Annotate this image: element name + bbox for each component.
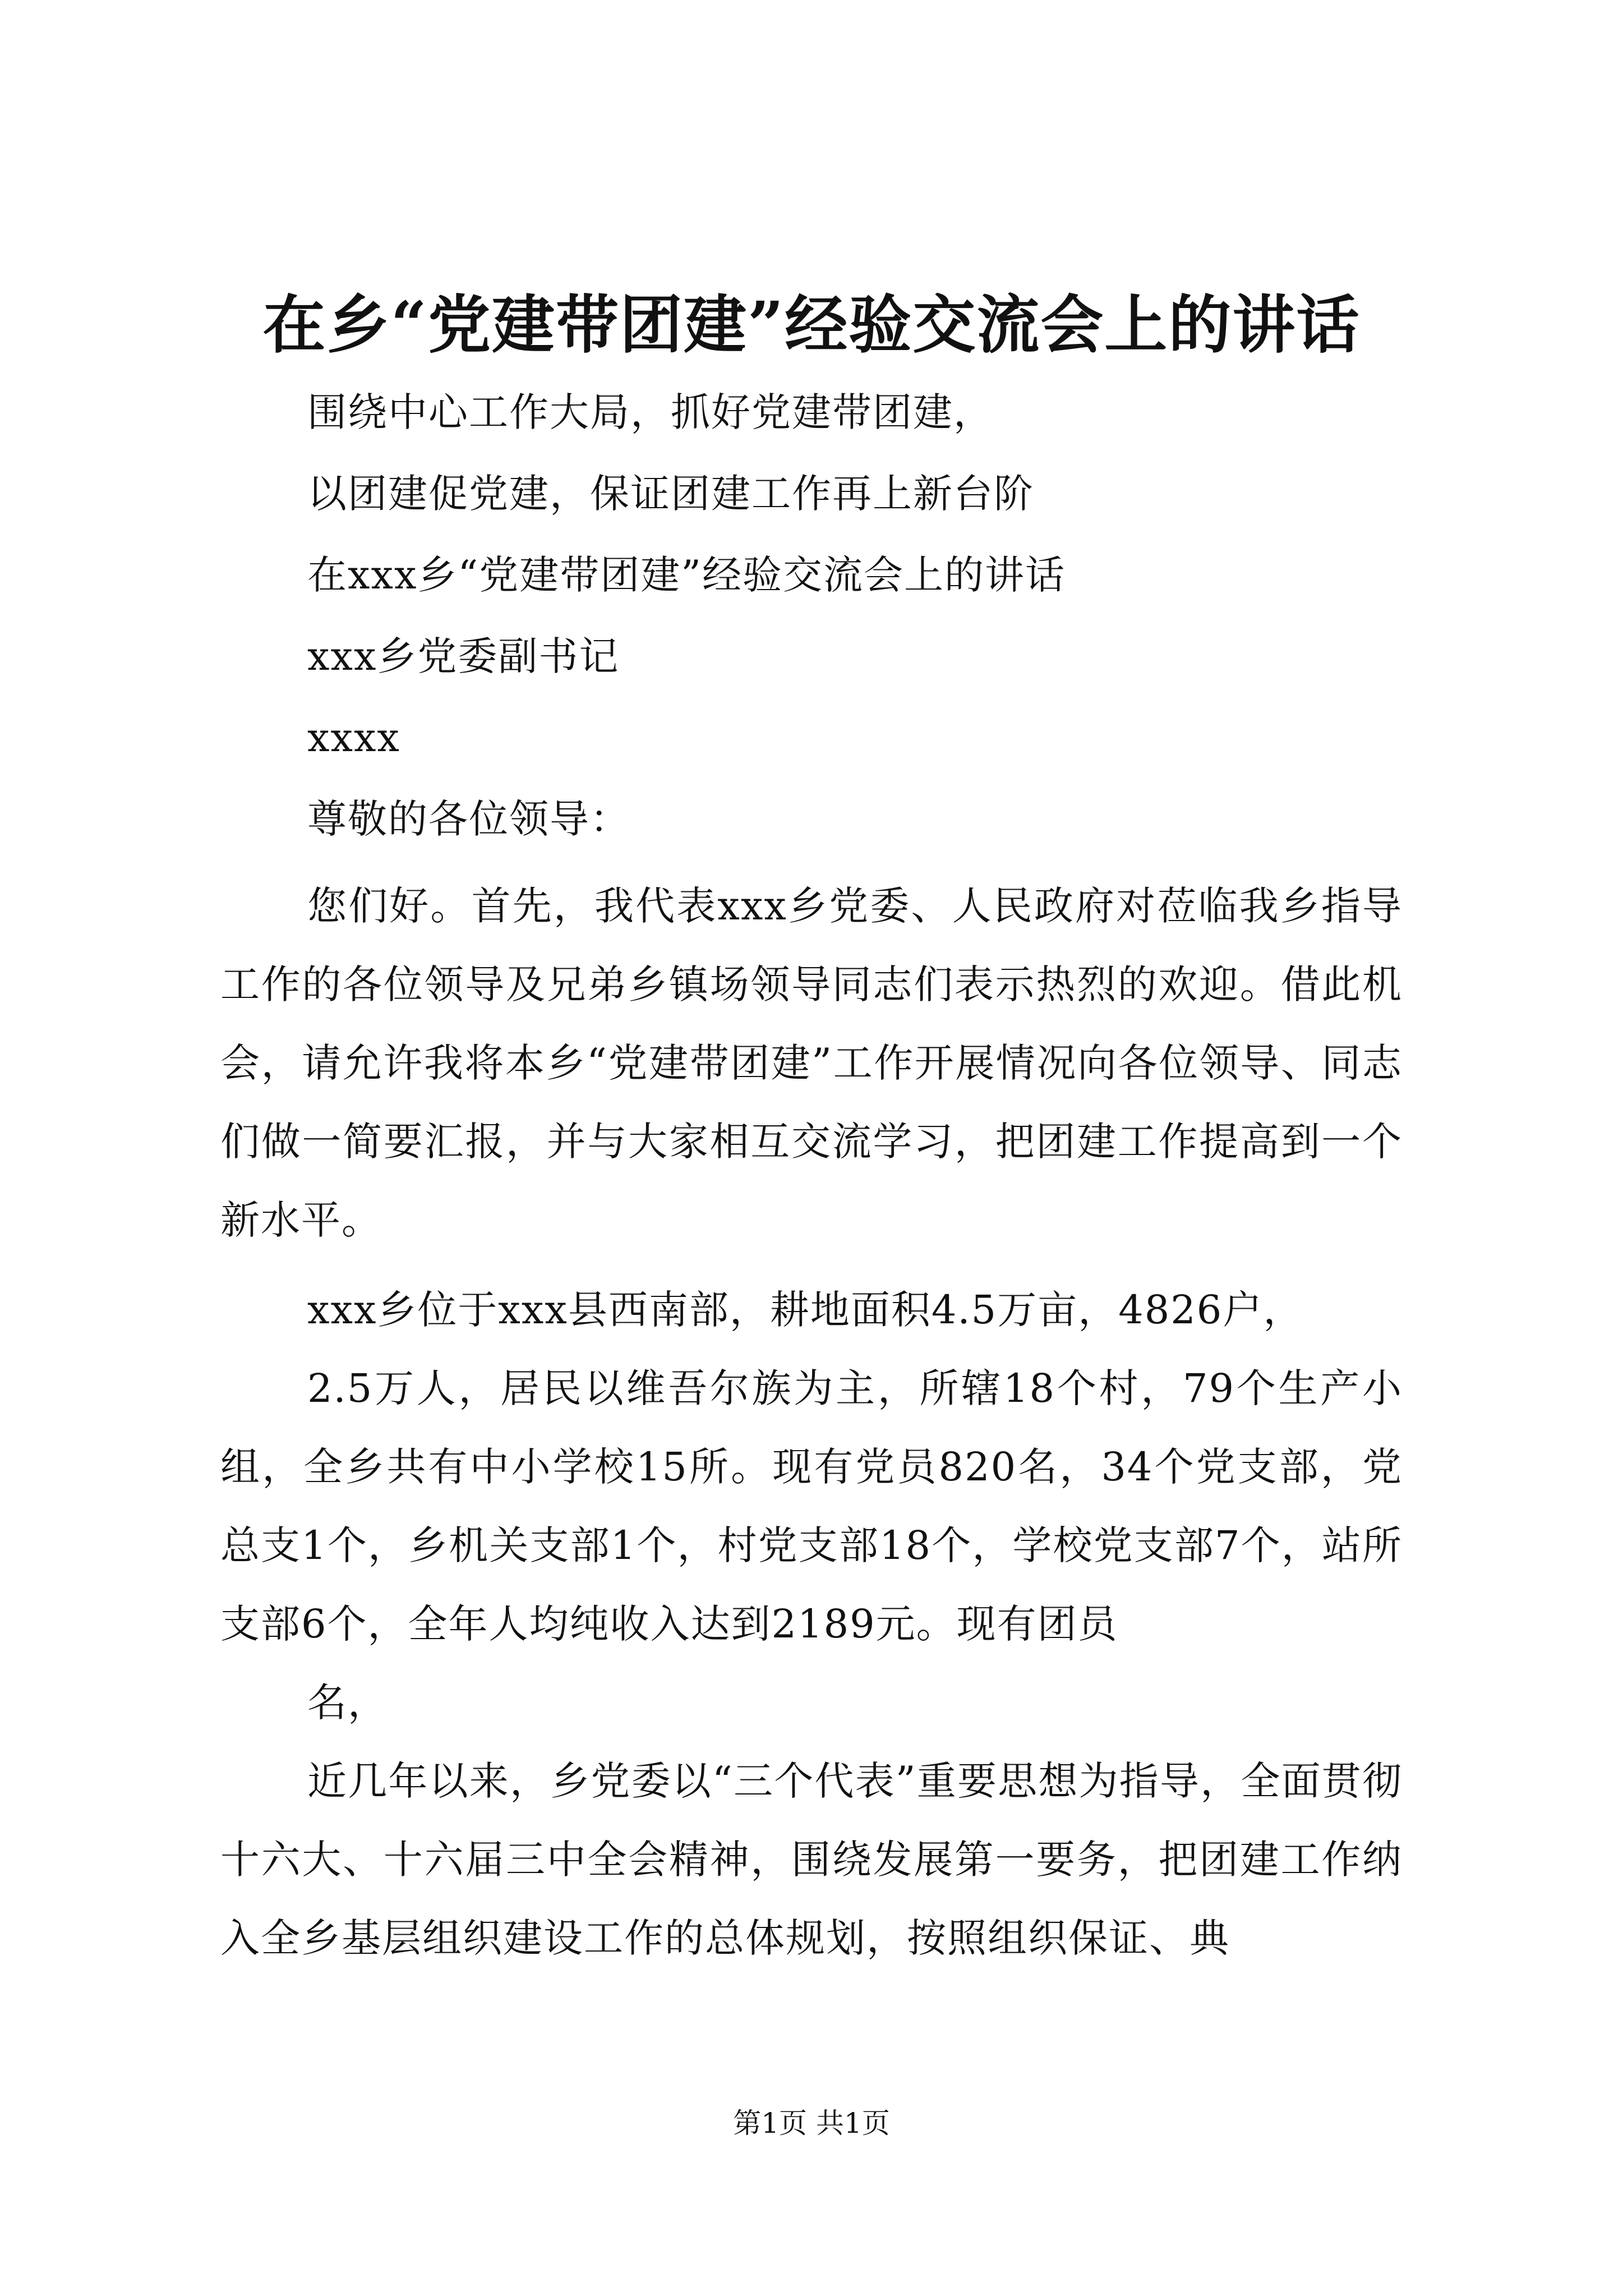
salutation: 尊敬的各位领导： xyxy=(307,796,630,842)
paragraph-overview-stats: 2.5万人，居民以维吾尔族为主，所辖18个村，79个生产小组，全乡共有中小学校15所。现有党员820名，34个党支部，党总支1个，乡机关支部1个，村党支部18个，学校党支部7个，站所支部6个，全年人均纯收入达到2189元。现有团员 xyxy=(220,1365,1403,1647)
paragraph-recent-work: 近几年以来，乡党委以“三个代表”重要思想为指导，全面贯彻十六大、十六届三中全会精神，围绕发展第一要务，把团建工作纳入全乡基层组织建设工作的总体规划，按照组织保证、典 xyxy=(220,1758,1403,1961)
paragraph-members: 名， xyxy=(307,1680,388,1726)
paragraph-welcome: 您们好。首先，我代表xxx乡党委、人民政府对莅临我乡指导工作的各位领导及兄弟乡镇场领导同志们表示热烈的欢迎。借此机会，请允许我将本乡“党建带团建”工作开展情况向各位领导、同志们做一简要汇报，并与大家相互交流学习，把团建工作提高到一个新水平。 xyxy=(220,883,1403,1243)
author-title: xxx乡党委副书记 xyxy=(307,633,620,679)
page-footer: 第1页 共1页 xyxy=(733,2107,890,2139)
header-line-1: 围绕中心工作大局，抓好党建带团建， xyxy=(307,389,994,435)
author-name: xxxx xyxy=(307,715,400,761)
header-line-3: 在xxx乡“党建带团建”经验交流会上的讲话 xyxy=(307,552,1066,598)
document-title: 在乡“党建带团建”经验交流会上的讲话 xyxy=(262,288,1361,362)
header-line-2: 以团建促党建，保证团建工作再上新台阶 xyxy=(307,471,1034,517)
paragraph-overview-start: xxx乡位于xxx县西南部，耕地面积4.5万亩，4826户， xyxy=(307,1287,1304,1333)
